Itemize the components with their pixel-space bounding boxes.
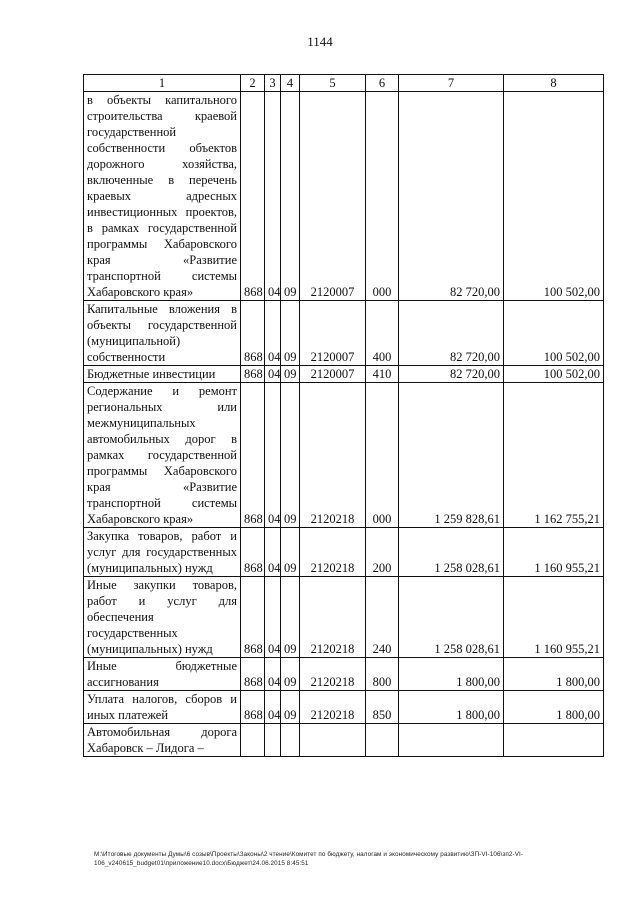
cell-target-article: 2120007 bbox=[300, 92, 366, 301]
table-row bbox=[84, 366, 604, 383]
cell-section: 04 bbox=[265, 383, 281, 528]
table-row bbox=[84, 577, 604, 658]
table-row bbox=[84, 301, 604, 366]
cell-expense-type: 410 bbox=[366, 366, 399, 383]
cell-admin-code: 868 bbox=[241, 528, 265, 577]
cell-section: 04 bbox=[265, 366, 281, 383]
cell-amount-2: 1 800,00 bbox=[504, 658, 604, 691]
page-number: 1144 bbox=[307, 34, 333, 49]
cell-target-article: 2120218 bbox=[300, 577, 366, 658]
cell-subsection: 09 bbox=[281, 658, 300, 691]
cell-admin-code: 868 bbox=[241, 92, 265, 301]
cell-section bbox=[265, 724, 281, 757]
cell-target-article bbox=[300, 724, 366, 757]
cell-amount-2: 1 160 955,21 bbox=[504, 528, 604, 577]
cell-section: 04 bbox=[265, 301, 281, 366]
cell-expense-type: 850 bbox=[366, 691, 399, 724]
cell-amount-2: 100 502,00 bbox=[504, 92, 604, 301]
column-header: 2 bbox=[241, 75, 265, 92]
cell-expense-type: 000 bbox=[366, 383, 399, 528]
cell-admin-code: 868 bbox=[241, 383, 265, 528]
cell-amount-1: 1 258 028,61 bbox=[399, 528, 504, 577]
table-row bbox=[84, 528, 604, 577]
table-row bbox=[84, 383, 604, 528]
cell-section: 04 bbox=[265, 92, 281, 301]
row-name: Иные бюджетные ассигнования bbox=[84, 658, 241, 691]
budget-table bbox=[83, 74, 604, 757]
cell-amount-1: 1 258 028,61 bbox=[399, 577, 504, 658]
cell-target-article: 2120218 bbox=[300, 528, 366, 577]
cell-amount-1: 1 800,00 bbox=[399, 691, 504, 724]
cell-admin-code: 868 bbox=[241, 577, 265, 658]
cell-subsection: 09 bbox=[281, 528, 300, 577]
cell-expense-type: 800 bbox=[366, 658, 399, 691]
cell-target-article: 2120007 bbox=[300, 301, 366, 366]
cell-amount-2: 1 160 955,21 bbox=[504, 577, 604, 658]
cell-amount-1 bbox=[399, 724, 504, 757]
cell-subsection: 09 bbox=[281, 383, 300, 528]
cell-admin-code bbox=[241, 724, 265, 757]
cell-amount-1: 82 720,00 bbox=[399, 301, 504, 366]
row-name: Закупка товаров, работ и услуг для государственных (муниципальных) нужд bbox=[84, 528, 241, 577]
row-name: Бюджетные инвестиции bbox=[84, 366, 241, 383]
cell-target-article: 2120218 bbox=[300, 691, 366, 724]
cell-subsection: 09 bbox=[281, 577, 300, 658]
cell-admin-code: 868 bbox=[241, 301, 265, 366]
table-row bbox=[84, 658, 604, 691]
cell-target-article: 2120218 bbox=[300, 383, 366, 528]
cell-subsection bbox=[281, 724, 300, 757]
column-header: 1 bbox=[84, 75, 241, 92]
cell-subsection: 09 bbox=[281, 691, 300, 724]
cell-amount-2: 1 800,00 bbox=[504, 691, 604, 724]
cell-amount-1: 82 720,00 bbox=[399, 366, 504, 383]
column-header: 3 bbox=[265, 75, 281, 92]
cell-amount-2: 100 502,00 bbox=[504, 301, 604, 366]
table-row bbox=[84, 691, 604, 724]
column-header: 4 bbox=[281, 75, 300, 92]
cell-expense-type: 400 bbox=[366, 301, 399, 366]
cell-amount-2 bbox=[504, 724, 604, 757]
cell-admin-code: 868 bbox=[241, 658, 265, 691]
cell-amount-2: 1 162 755,21 bbox=[504, 383, 604, 528]
footer-line: M:\Итоговые документы Думы\6 созыв\Проекты\Законы\2 чтение\Комитет по бюджету, налогам и экономическому развитию\ЗП-VI-106\зп2-VI- bbox=[94, 851, 524, 858]
cell-amount-1: 1 259 828,61 bbox=[399, 383, 504, 528]
cell-amount-1: 82 720,00 bbox=[399, 92, 504, 301]
cell-target-article: 2120218 bbox=[300, 658, 366, 691]
table-row bbox=[84, 724, 604, 757]
cell-amount-1: 1 800,00 bbox=[399, 658, 504, 691]
row-name: Автомобильная дорога Хабаровск – Лидога – bbox=[84, 724, 241, 757]
cell-section: 04 bbox=[265, 658, 281, 691]
column-header: 7 bbox=[399, 75, 504, 92]
cell-subsection: 09 bbox=[281, 301, 300, 366]
cell-subsection: 09 bbox=[281, 92, 300, 301]
row-name: Капитальные вложения в объекты государственной (муниципальной) собственности bbox=[84, 301, 241, 366]
column-header: 6 bbox=[366, 75, 399, 92]
column-header: 5 bbox=[300, 75, 366, 92]
header-row bbox=[84, 75, 604, 92]
table-row bbox=[84, 92, 604, 301]
cell-subsection: 09 bbox=[281, 366, 300, 383]
cell-section: 04 bbox=[265, 528, 281, 577]
cell-expense-type: 000 bbox=[366, 92, 399, 301]
cell-admin-code: 868 bbox=[241, 366, 265, 383]
column-header: 8 bbox=[504, 75, 604, 92]
row-name: в объекты капитального строительства краевой государственной собственности объектов дорожного хозяйства, включенные в перечень краевых адресных инвестиционных проектов, в рамках государственной программы Хабаровского края «Развитие транспортной системы Хабаровского края» bbox=[84, 92, 241, 301]
row-name: Уплата налогов, сборов и иных платежей bbox=[84, 691, 241, 724]
cell-expense-type: 200 bbox=[366, 528, 399, 577]
cell-amount-2: 100 502,00 bbox=[504, 366, 604, 383]
cell-expense-type bbox=[366, 724, 399, 757]
row-name: Содержание и ремонт региональных или межмуниципальных автомобильных дорог в рамках государственной программы Хабаровского края «Развитие транспортной системы Хабаровского края» bbox=[84, 383, 241, 528]
file-path-footer bbox=[94, 850, 614, 868]
cell-admin-code: 868 bbox=[241, 691, 265, 724]
cell-section: 04 bbox=[265, 691, 281, 724]
cell-expense-type: 240 bbox=[366, 577, 399, 658]
cell-target-article: 2120007 bbox=[300, 366, 366, 383]
cell-section: 04 bbox=[265, 577, 281, 658]
row-name: Иные закупки товаров, работ и услуг для обеспечения государственных (муниципальных) нужд bbox=[84, 577, 241, 658]
footer-line: 106_v240615_budget01\приложение10.docx\Бюджет\24.06.2015 8:45:51 bbox=[94, 860, 309, 867]
